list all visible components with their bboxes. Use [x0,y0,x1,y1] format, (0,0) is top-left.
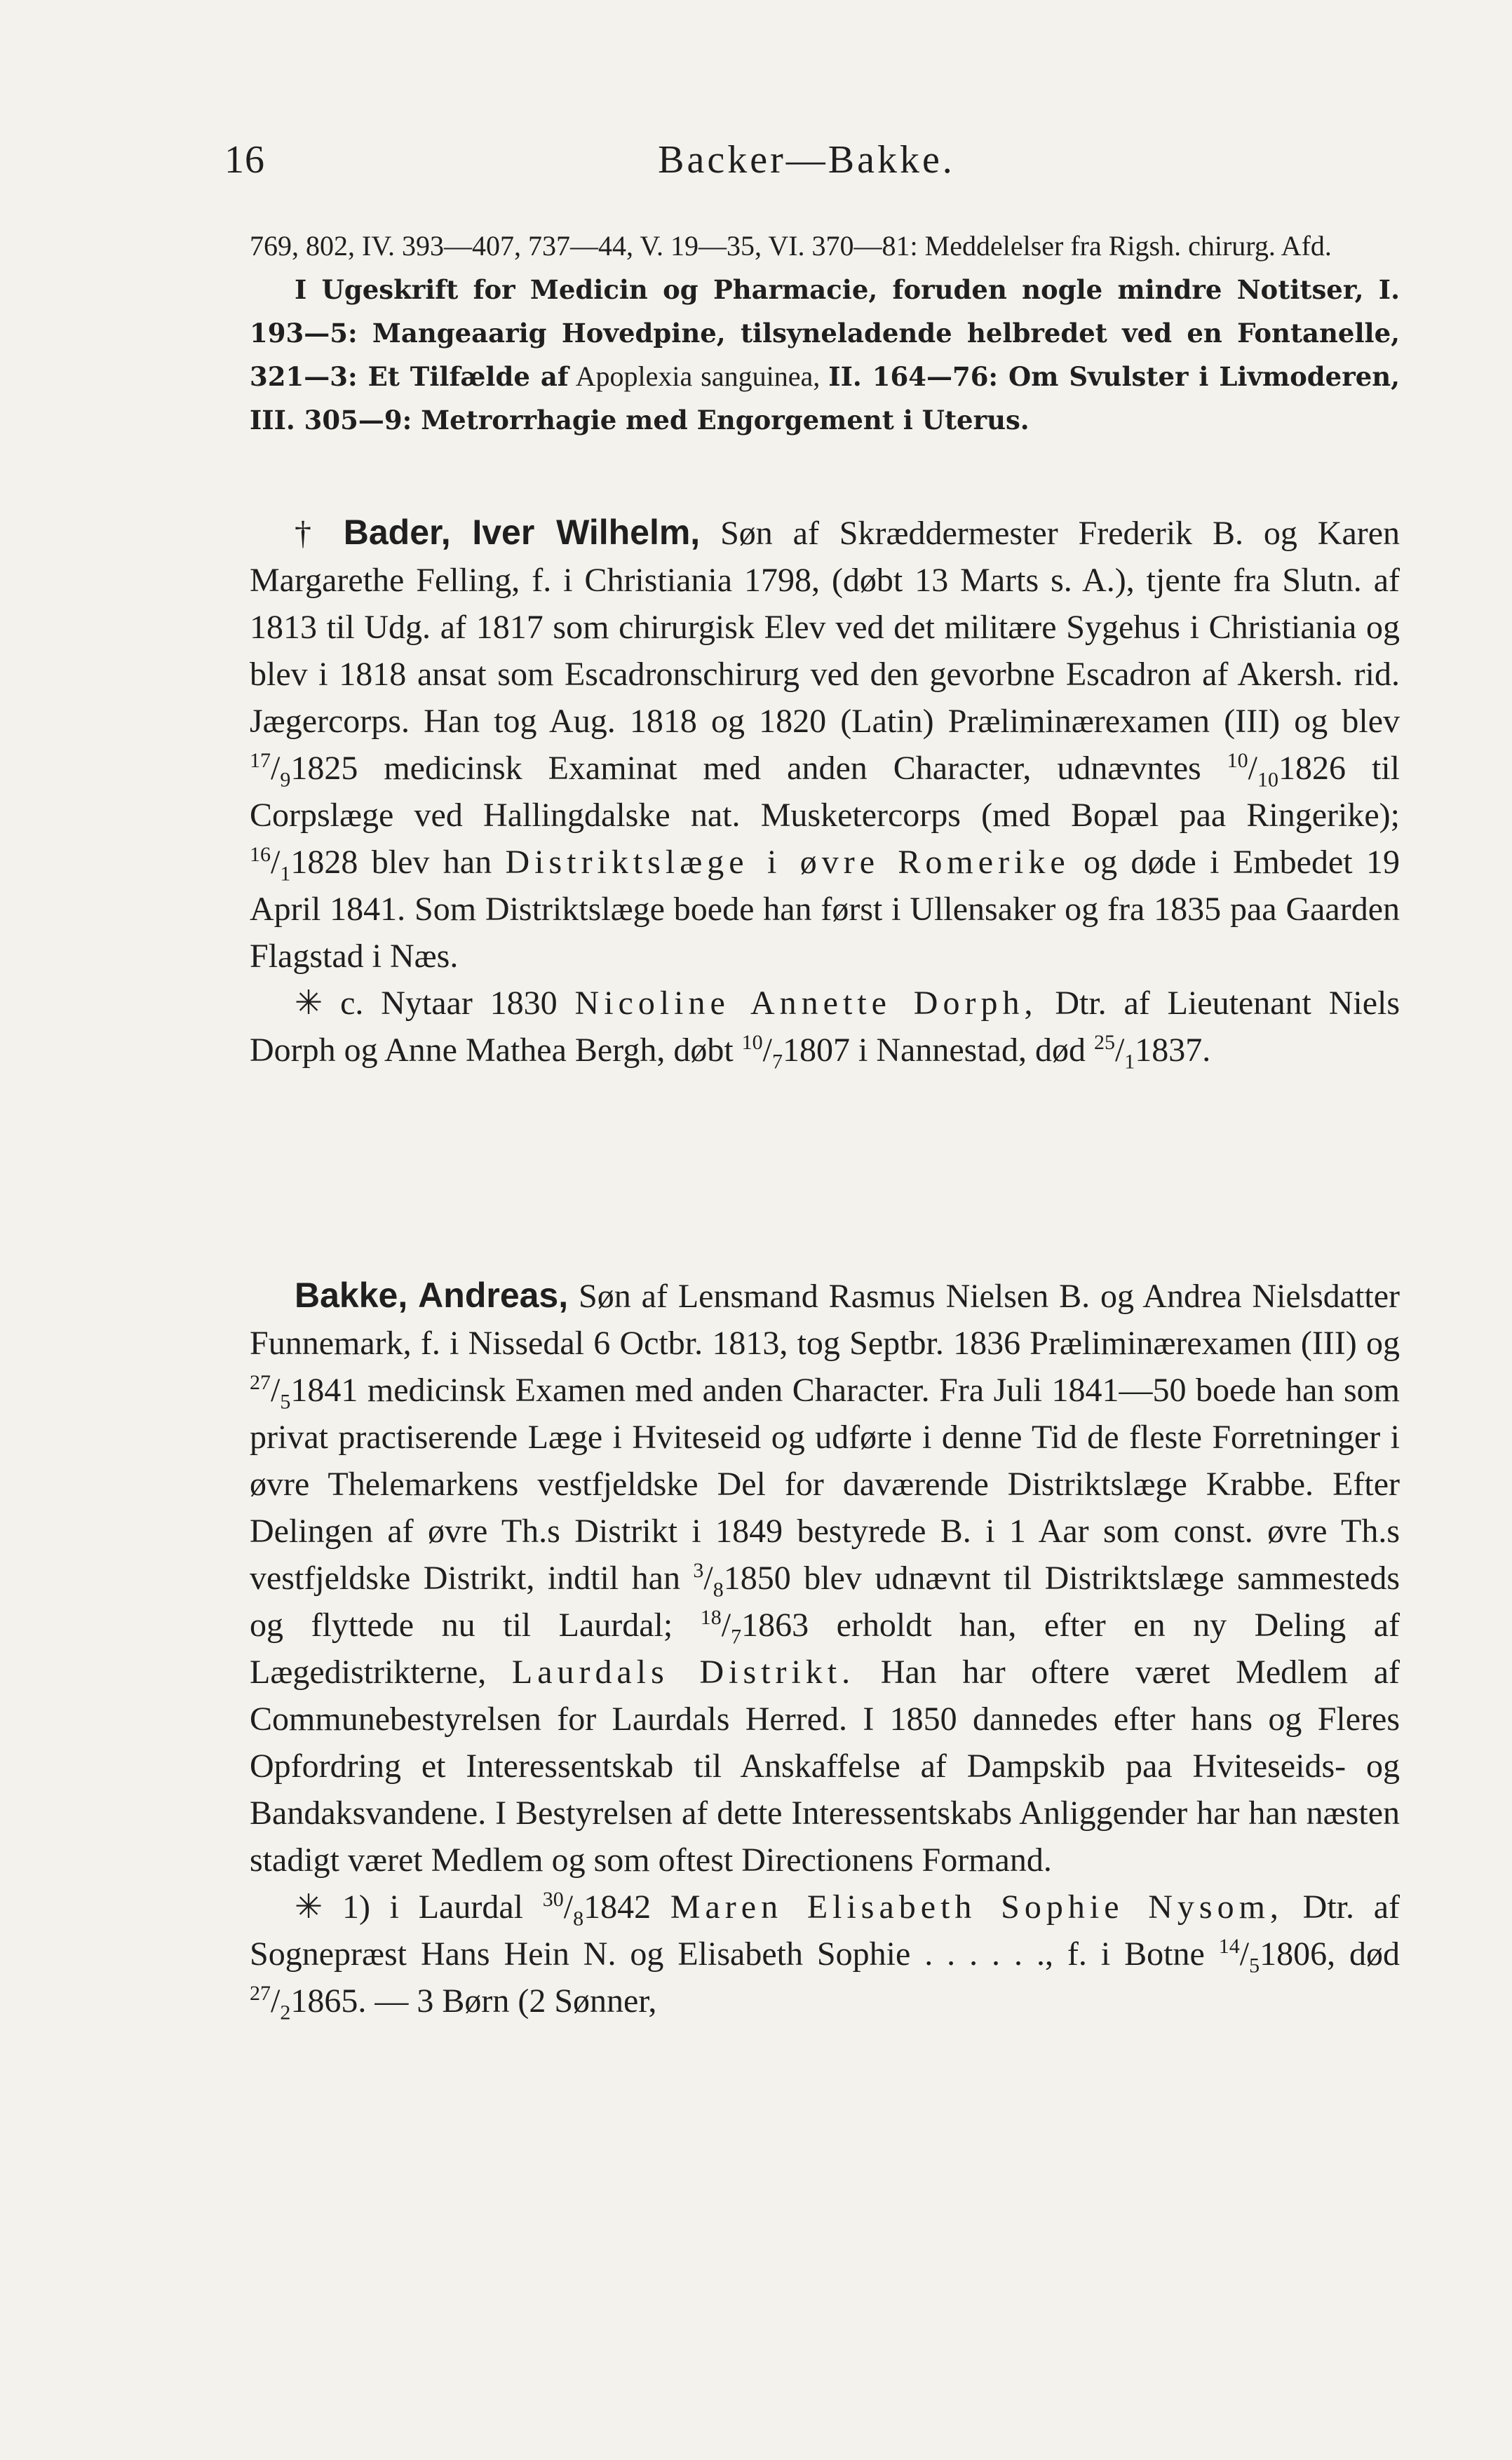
spouse-name: Maren Elisabeth Sophie Nysom, [670,1888,1283,1926]
publication-list-continued: 769, 802, IV. 393—407, 737—44, V. 19—35, VI. 370—81: Meddelelser fra Rigsh. chirurg. Afd. [250,230,1332,262]
publication-list-ugeskrift [250,268,1400,442]
page-number: 16 [224,138,265,182]
entry-marriage: ✳ 1) i Laurdal $^{30}/_81842$ Maren Elisabeth Sophie Nysom, Dtr. af Sognepræst Hans Hein N. og Elisabeth Sophie . . . . . ., f. i Botne $^{14}/_51806$, død $^{27}/_21865$. — 3 Børn (2 Sønner, [250,1887,1400,2025]
entry-name: Bakke, Andreas, [295,1276,569,1315]
entry-marriage: ✳ c. Nytaar 1830 Nicoline Annette Dorph, Dtr. af Lieutenant Niels Dorph og Anne Mathea Bergh, døbt $^{10}/_71807$ i Nannestad, død $^{25}/_11837$. [250,983,1400,1074]
entry-bader [250,509,1400,1074]
marriage-symbol: ✳ [295,1887,323,1926]
entry-biography: † Bader, Iver Wilhelm, Søn af Skræddermester Frederik B. og Karen Margarethe Felling, f. i Christiania 1798, (døbt 13 Marts s. A.), tjente fra Slutn. af 1813 til Udg. af 1817 som chirurgisk Elev ved det militære Sygehus i Christiania og blev i 1818 ansat som Escadronschirurg ved den gevorbne Escadron af Akersh. rid. Jægercorps. Han tog Aug. 1818 og 1820 (Latin) Præliminærexamen (III) og blev $^{17}/_91825$ medicinsk Examinat med anden Character, udnævntes $^{10}/_{10}1826$ til Corpslæge ved Hallingdalske nat. Musketercorps (med Bopæl paa Ringerike); $^{16}/_11828$ blev han Distriktslæge i øvre Romerike og døde i Embedet 19 April 1841. Som Distriktslæge boede han først i Ullensaker og fra 1835 paa Gaarden Flagstad i Næs. [250,513,1400,975]
page-header [224,137,1389,194]
running-head: Backer—Bakke. [658,138,955,182]
entry-biography: Bakke, Andreas, Søn af Lensmand Rasmus Nielsen B. og Andrea Nielsdatter Funnemark, f. i Nissedal 6 Octbr. 1813, tog Septbr. 1836 Præliminærexamen (III) og $^{27}/_51841$ medicinsk Examen med anden Character. Fra Juli 1841—50 boede han som privat practiserende Læge i Hviteseid og udførte i denne Tid de fleste Forretninger i øvre Thelemarkens vestfjeldske Del for daværende Distriktslæge Krabbe. Efter Delingen af øvre Th.s Distrikt i 1849 bestyrede B. i 1 Aar som const. øvre Th.s vestfjeldske Distrikt, indtil han $^3/_81850$ blev udnævnt til Distriktslæge sammesteds og flyttede nu til Laurdal; $^{18}/_71863$ erholdt han, efter en ny Deling af Lægedistrikterne, Laurdals Distrikt. Han har oftere været Medlem af Communebestyrelsen for Laurdals Herred. I 1850 dannedes efter hans og Fleres Opfordring et Interessentskab til Anskaffelse af Dampskib paa Hviteseids- og Bandaksvandene. I Bestyrelsen af dette Interessentskabs Anliggender har han næsten stadigt været Medlem og som oftest Directionens Formand. [250,1276,1400,1879]
previous-entry-continuation [250,224,1400,442]
marriage-symbol: ✳ [295,983,323,1022]
office-title: Laurdals Distrikt. [511,1654,856,1691]
entry-bakke [250,1272,1400,2025]
office-title: Distriktslæge i øvre Romerike [505,844,1070,881]
entry-name: Bader, Iver Wilhelm, [343,513,701,552]
fraktur-text: I Ugeskrift for Medicin og Pharmacie, foruden nogle mindre Notitser, I. 193—5: Mangeaarig Hovedpine, tilsyneladende helbredet ved en Fontanelle, 321—3: Et Tilfælde af [250,274,1400,392]
latin-term: Apoplexia sanguinea, [575,360,821,392]
spouse-name: Nicoline Annette Dorph, [574,985,1038,1022]
deceased-dagger: † [295,515,323,552]
fraktur-text: II. 164—76: Om Svulster i Livmoderen, III. 305—9: Metrorrhagie med Engorgement i Uterus. [250,361,1400,435]
